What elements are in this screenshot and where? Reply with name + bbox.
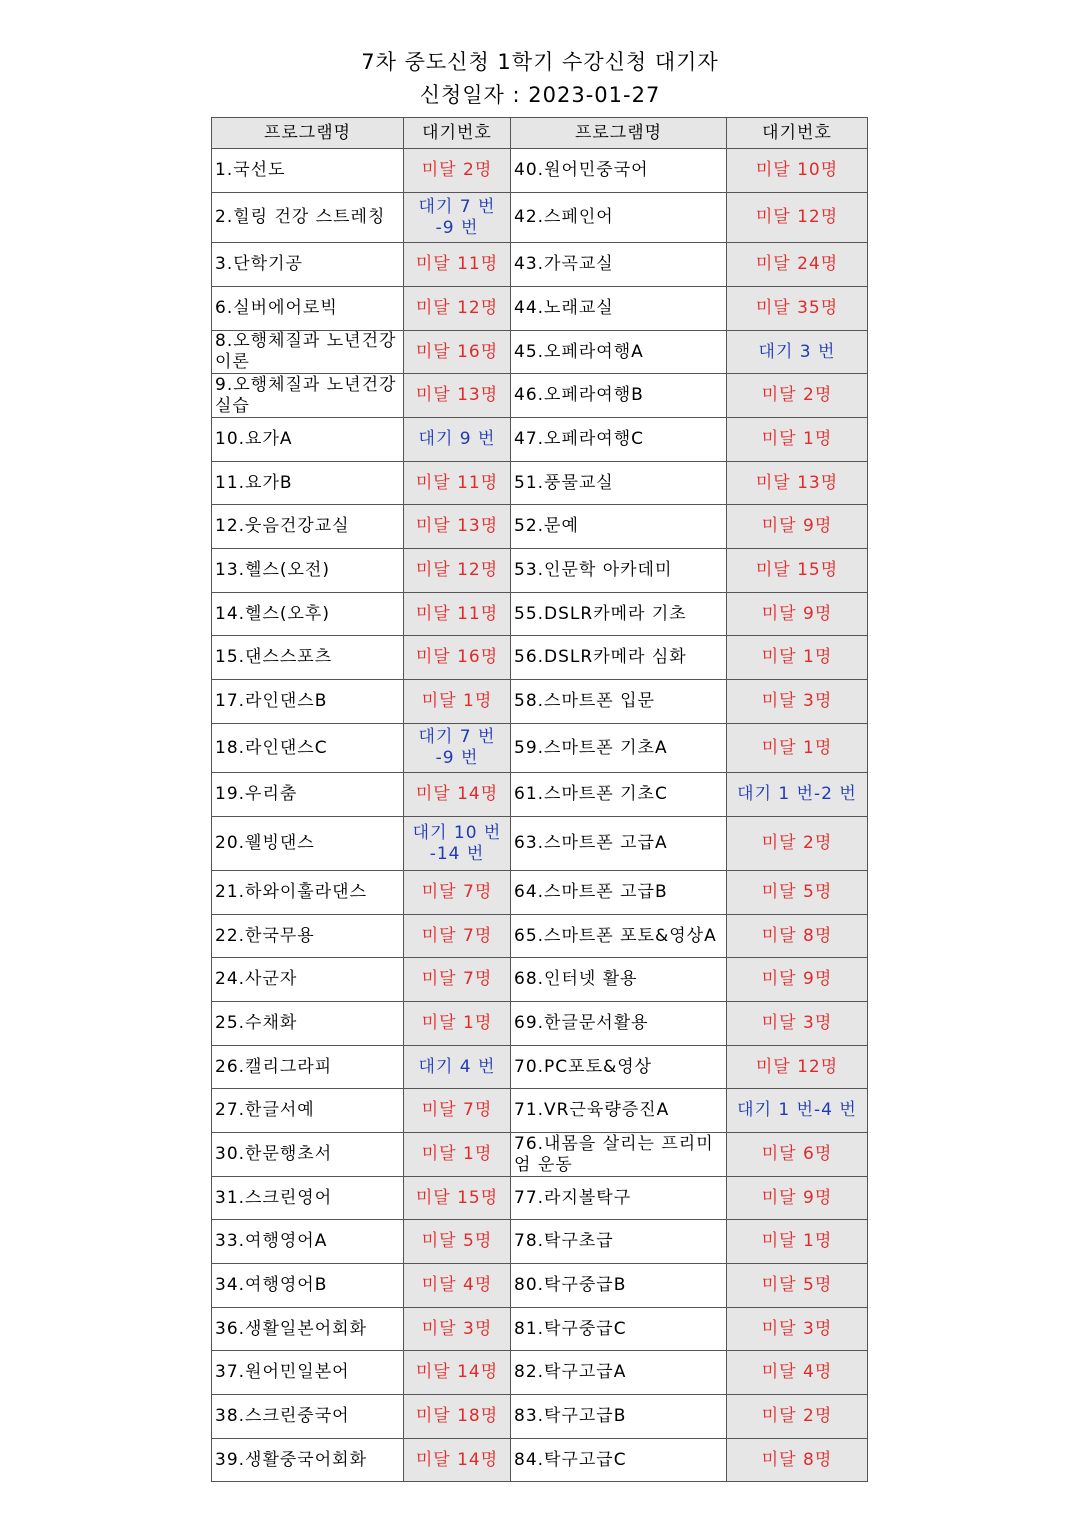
program-name-left: 17.라인댄스B [212, 680, 404, 724]
program-name-left: 20.웰빙댄스 [212, 817, 404, 871]
program-name-left: 30.한문행초서 [212, 1133, 404, 1177]
table-row [212, 1308, 868, 1351]
wait-status-left: 미달 1명 [404, 1002, 511, 1046]
program-name-left: 37.원어민일본어 [212, 1351, 404, 1395]
table-row [212, 817, 868, 871]
program-name-left: 21.하와이훌라댄스 [212, 871, 404, 915]
wait-status-left: 미달 14명 [404, 1439, 511, 1482]
program-name-right: 81.탁구중급C [511, 1308, 727, 1351]
header-wait-number-left: 대기번호 [404, 118, 511, 149]
wait-status-left: 미달 15명 [404, 1177, 511, 1220]
program-name-right: 52.문예 [511, 505, 727, 549]
table-row [212, 724, 868, 773]
wait-status-right: 미달 9명 [727, 1177, 868, 1220]
wait-status-right: 미달 24명 [727, 243, 868, 287]
table-row [212, 1264, 868, 1308]
wait-status-left: 미달 2명 [404, 149, 511, 193]
program-name-right: 44.노래교실 [511, 287, 727, 331]
program-name-right: 64.스마트폰 고급B [511, 871, 727, 915]
wait-status-right: 미달 5명 [727, 871, 868, 915]
program-name-right: 51.풍물교실 [511, 462, 727, 505]
table-row [212, 418, 868, 462]
table-row [212, 1439, 868, 1482]
wait-status-right: 미달 12명 [727, 1046, 868, 1089]
program-name-left: 19.우리춤 [212, 773, 404, 817]
wait-status-right: 미달 9명 [727, 958, 868, 1002]
wait-status-right: 미달 4명 [727, 1351, 868, 1395]
table-row [212, 505, 868, 549]
program-name-right: 55.DSLR카메라 기초 [511, 593, 727, 636]
table-row [212, 680, 868, 724]
wait-status-right: 대기 1 번-4 번 [727, 1089, 868, 1133]
wait-status-right: 미달 3명 [727, 1308, 868, 1351]
program-name-left: 24.사군자 [212, 958, 404, 1002]
header-program-name-right: 프로그램명 [511, 118, 727, 149]
wait-status-right: 미달 5명 [727, 1264, 868, 1308]
program-name-left: 22.한국무용 [212, 915, 404, 958]
program-name-right: 43.가곡교실 [511, 243, 727, 287]
wait-status-right: 대기 3 번 [727, 331, 868, 374]
wait-status-left: 미달 11명 [404, 462, 511, 505]
wait-status-left: 대기 9 번 [404, 418, 511, 462]
wait-status-left: 미달 4명 [404, 1264, 511, 1308]
program-name-left: 11.요가B [212, 462, 404, 505]
table-row [212, 1046, 868, 1089]
wait-status-left: 미달 7명 [404, 958, 511, 1002]
program-name-right: 53.인문학 아카데미 [511, 549, 727, 593]
table-row [212, 915, 868, 958]
program-name-left: 8.오행체질과 노년건강 이론 [212, 331, 404, 374]
program-name-right: 68.인터넷 활용 [511, 958, 727, 1002]
table-row [212, 193, 868, 243]
waitlist-table [211, 117, 868, 1482]
wait-status-right: 미달 9명 [727, 505, 868, 549]
program-name-left: 14.헬스(오후) [212, 593, 404, 636]
wait-status-right: 미달 12명 [727, 193, 868, 243]
table-row [212, 243, 868, 287]
wait-status-left: 미달 3명 [404, 1308, 511, 1351]
table-row [212, 149, 868, 193]
table-row [212, 549, 868, 593]
program-name-left: 18.라인댄스C [212, 724, 404, 773]
program-name-right: 71.VR근육량증진A [511, 1089, 727, 1133]
program-name-right: 63.스마트폰 고급A [511, 817, 727, 871]
wait-status-left: 미달 18명 [404, 1395, 511, 1439]
table-row [212, 1133, 868, 1177]
program-name-right: 59.스마트폰 기초A [511, 724, 727, 773]
table-row [212, 773, 868, 817]
header-wait-number-right: 대기번호 [727, 118, 868, 149]
table-row [212, 958, 868, 1002]
program-name-left: 1.국선도 [212, 149, 404, 193]
program-name-left: 2.힐링 건강 스트레칭 [212, 193, 404, 243]
wait-status-right: 미달 35명 [727, 287, 868, 331]
table-row [212, 1002, 868, 1046]
program-name-left: 3.단학기공 [212, 243, 404, 287]
program-name-left: 39.생활중국어회화 [212, 1439, 404, 1482]
wait-status-right: 미달 9명 [727, 593, 868, 636]
program-name-left: 6.실버에어로빅 [212, 287, 404, 331]
wait-status-left: 미달 7명 [404, 915, 511, 958]
wait-status-left: 미달 11명 [404, 243, 511, 287]
table-row [212, 374, 868, 418]
program-name-left: 27.한글서예 [212, 1089, 404, 1133]
program-name-left: 9.오행체질과 노년건강 실습 [212, 374, 404, 418]
wait-status-right: 미달 2명 [727, 1395, 868, 1439]
wait-status-left: 대기 7 번 -9 번 [404, 193, 511, 243]
wait-status-left: 미달 1명 [404, 1133, 511, 1177]
wait-status-right: 미달 1명 [727, 636, 868, 680]
wait-status-left: 미달 13명 [404, 374, 511, 418]
wait-status-right: 미달 8명 [727, 915, 868, 958]
program-name-left: 10.요가A [212, 418, 404, 462]
program-name-right: 78.탁구초급 [511, 1220, 727, 1264]
wait-status-left: 대기 4 번 [404, 1046, 511, 1089]
program-name-left: 33.여행영어A [212, 1220, 404, 1264]
program-name-left: 38.스크린중국어 [212, 1395, 404, 1439]
wait-status-left: 미달 16명 [404, 331, 511, 374]
wait-status-left: 대기 7 번 -9 번 [404, 724, 511, 773]
program-name-right: 76.내몸을 살리는 프리미엄 운동 [511, 1133, 727, 1177]
wait-status-right: 미달 10명 [727, 149, 868, 193]
table-row [212, 287, 868, 331]
program-name-left: 34.여행영어B [212, 1264, 404, 1308]
program-name-right: 70.PC포토&영상 [511, 1046, 727, 1089]
table-row [212, 462, 868, 505]
table-body [212, 149, 868, 1482]
wait-status-left: 미달 5명 [404, 1220, 511, 1264]
program-name-left: 31.스크린영어 [212, 1177, 404, 1220]
program-name-left: 25.수채화 [212, 1002, 404, 1046]
program-name-right: 84.탁구고급C [511, 1439, 727, 1482]
table-row [212, 1089, 868, 1133]
program-name-right: 58.스마트폰 입문 [511, 680, 727, 724]
program-name-right: 69.한글문서활용 [511, 1002, 727, 1046]
wait-status-left: 미달 14명 [404, 773, 511, 817]
wait-status-right: 미달 2명 [727, 817, 868, 871]
program-name-right: 46.오페라여행B [511, 374, 727, 418]
program-name-right: 77.라지볼탁구 [511, 1177, 727, 1220]
wait-status-right: 미달 1명 [727, 418, 868, 462]
program-name-right: 47.오페라여행C [511, 418, 727, 462]
wait-status-right: 미달 8명 [727, 1439, 868, 1482]
table-row [212, 1177, 868, 1220]
wait-status-right: 미달 2명 [727, 374, 868, 418]
wait-status-right: 미달 1명 [727, 724, 868, 773]
wait-status-left: 미달 11명 [404, 593, 511, 636]
table-row [212, 1351, 868, 1395]
wait-status-right: 대기 1 번-2 번 [727, 773, 868, 817]
program-name-right: 61.스마트폰 기초C [511, 773, 727, 817]
table-row [212, 636, 868, 680]
program-name-right: 82.탁구고급A [511, 1351, 727, 1395]
program-name-left: 15.댄스스포츠 [212, 636, 404, 680]
wait-status-right: 미달 3명 [727, 680, 868, 724]
wait-status-left: 미달 7명 [404, 871, 511, 915]
table-row [212, 871, 868, 915]
document-title: 7차 중도신청 1학기 수강신청 대기자 [361, 50, 719, 74]
wait-status-left: 미달 7명 [404, 1089, 511, 1133]
program-name-left: 12.웃음건강교실 [212, 505, 404, 549]
wait-status-left: 대기 10 번 -14 번 [404, 817, 511, 871]
program-name-right: 45.오페라여행A [511, 331, 727, 374]
program-name-right: 40.원어민중국어 [511, 149, 727, 193]
program-name-right: 83.탁구고급B [511, 1395, 727, 1439]
wait-status-right: 미달 15명 [727, 549, 868, 593]
wait-status-right: 미달 6명 [727, 1133, 868, 1177]
wait-status-left: 미달 14명 [404, 1351, 511, 1395]
wait-status-left: 미달 12명 [404, 549, 511, 593]
program-name-left: 26.캘리그라피 [212, 1046, 404, 1089]
wait-status-left: 미달 16명 [404, 636, 511, 680]
table-row [212, 1220, 868, 1264]
program-name-left: 13.헬스(오전) [212, 549, 404, 593]
program-name-right: 42.스페인어 [511, 193, 727, 243]
table-row [212, 331, 868, 374]
application-date: 신청일자 : 2023-01-27 [419, 83, 661, 107]
table-row [212, 593, 868, 636]
wait-status-left: 미달 1명 [404, 680, 511, 724]
wait-status-right: 미달 13명 [727, 462, 868, 505]
program-name-right: 65.스마트폰 포토&영상A [511, 915, 727, 958]
wait-status-left: 미달 12명 [404, 287, 511, 331]
program-name-right: 56.DSLR카메라 심화 [511, 636, 727, 680]
table-header-row [212, 118, 868, 149]
wait-status-right: 미달 3명 [727, 1002, 868, 1046]
wait-status-right: 미달 1명 [727, 1220, 868, 1264]
header-program-name-left: 프로그램명 [212, 118, 404, 149]
table-row [212, 1395, 868, 1439]
program-name-left: 36.생활일본어회화 [212, 1308, 404, 1351]
program-name-right: 80.탁구중급B [511, 1264, 727, 1308]
wait-status-left: 미달 13명 [404, 505, 511, 549]
